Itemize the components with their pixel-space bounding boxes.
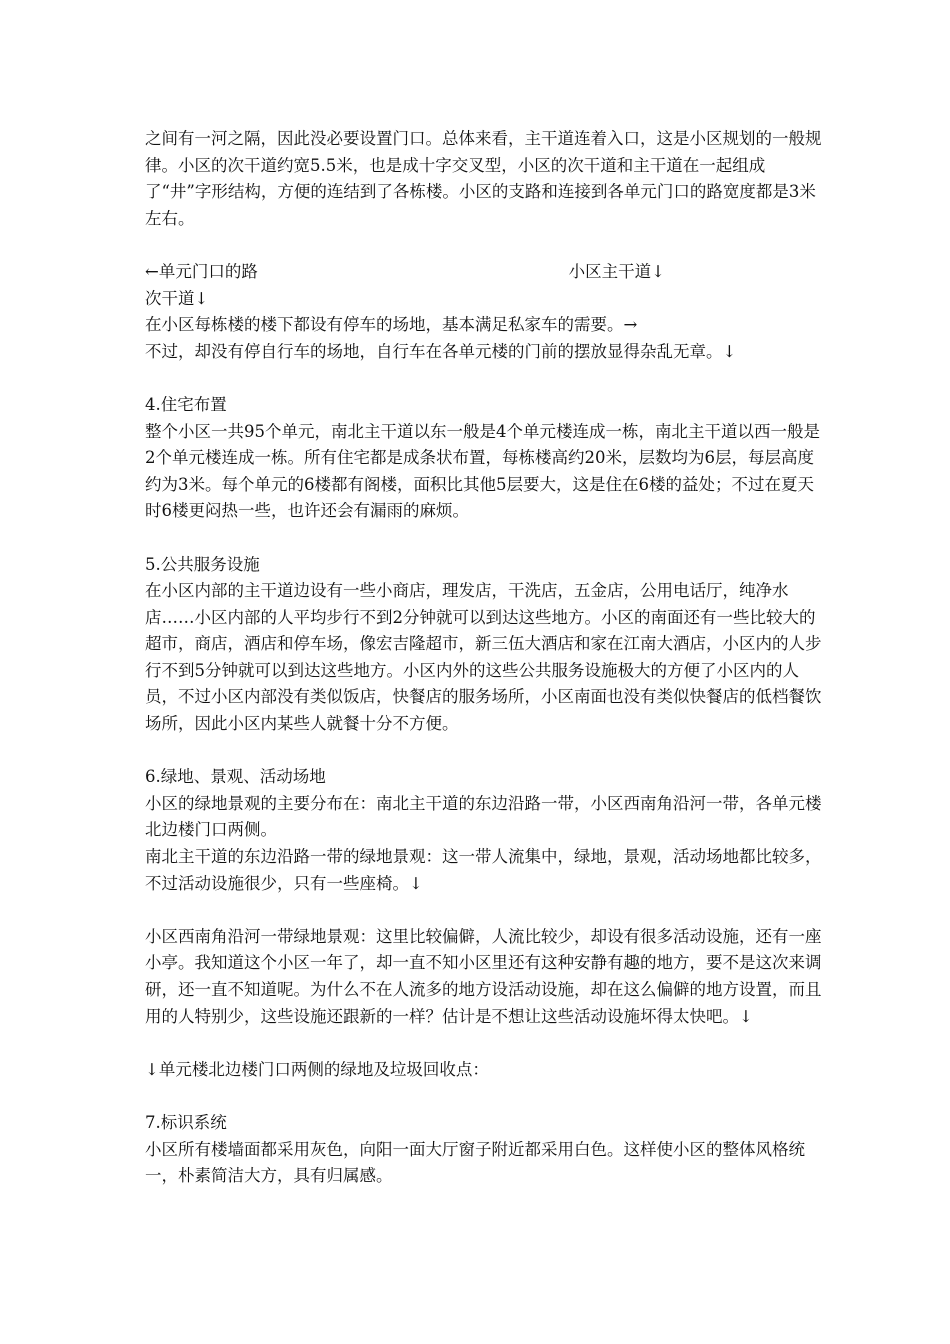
paragraph-green-east: 南北主干道的东边沿路一带的绿地景观：这一带人流集中，绿地，景观，活动场地都比较多，不过活动设施很少，只有一些座椅。↓ — [145, 847, 822, 893]
caption-green-north: ↓单元楼北边楼门口两侧的绿地及垃圾回收点： — [145, 1059, 489, 1079]
paragraph-signage: 小区所有楼墙面都采用灰色，向阳一面大厅窗子附近都采用白色。这样使小区的整体风格统一，朴素简洁大方，具有归属感。 — [145, 1139, 805, 1186]
caption-secondary-road: 次干道↓ — [145, 288, 209, 308]
paragraph-gap — [145, 897, 825, 924]
paragraph-gap — [145, 365, 825, 392]
paragraph-car-parking: 在小区每栋楼的楼下都设有停车的场地，基本满足私家车的需要。→ — [145, 315, 638, 335]
paragraph-gap — [145, 1030, 825, 1057]
caption-unit-road: ←单元门口的路 — [145, 261, 258, 281]
paragraph-public-services: 在小区内部的主干道边设有一些小商店，理发店，干洗店，五金店，公用电话厅，纯净水店……小区内部的人平均步行不到2分钟就可以到达这些地方。小区的南面还有一些比较大的超市，商店，酒店和停车场，像宏吉隆超市，新三伍大酒店和家在江南大酒店，小区内的人步行不到5分钟就可以到达这些地方。小区内外的这些公共服务设施极大的方便了小区内的人员，不过小区内部没有类似饭店，快餐店的服务场所，小区南面也没有类似快餐店的低档餐饮场所，因此小区内某些人就餐十分不方便。 — [145, 581, 822, 734]
paragraph-road-layout: 之间有一河之隔，因此没必要设置门口。总体来看，主干道连着入口，这是小区规划的一般规律。小区的次干道约宽5.5米，也是成十字交叉型，小区的次干道和主干道在一起组成了“井”字形结构，方便的连结到了各栋楼。小区的支路和连接到各单元门口的路宽度都是3米左右。 — [145, 129, 822, 228]
paragraph-housing: 整个小区一共95个单元，南北主干道以东一般是4个单元楼连成一栋，南北主干道以西一般是2个单元楼连成一栋。所有住宅都是成条状布置，每栋楼高约20米，层数均为6层，每层高度约为3米。每个单元的6楼都有阁楼，面积比其他5层要大，这是住在6楼的益处；不过在夏天时6楼更闷热一些，也许还会有漏雨的麻烦。 — [145, 421, 820, 521]
section-title-signage: 7.标识系统 — [145, 1112, 227, 1132]
paragraph-green-southwest: 小区西南角沿河一带绿地景观：这里比较偏僻，人流比较少，却设有很多活动设施，还有一座小亭。我知道这个小区一年了，却一直不知小区里还有这种安静有趣的地方，要不是这次来调研，还一直不知道呢。为什么不在人流多的地方设活动设施，却在这么偏僻的地方设置，而且用的人特别少，这些设施还跟新的一样？估计是不想让这些活动设施坏得太快吧。↓ — [145, 926, 822, 1026]
section-title-green-space: 6.绿地、景观、活动场地 — [145, 767, 326, 787]
section-title-public-services: 5.公共服务设施 — [145, 554, 260, 574]
paragraph-bike-parking: 不过，却没有停自行车的场地，自行车在各单元楼的门前的摆放显得杂乱无章。↓ — [145, 341, 737, 361]
paragraph-green-distribution: 小区的绿地景观的主要分布在：南北主干道的东边沿路一带，小区西南角沿河一带，各单元楼北边楼门口两侧。 — [145, 793, 822, 840]
paragraph-gap — [145, 232, 825, 259]
paragraph-gap — [145, 1083, 825, 1110]
paragraph-gap — [145, 738, 825, 765]
document-body — [145, 126, 825, 1190]
section-title-housing: 4.住宅布置 — [145, 394, 227, 414]
photo-caption-row — [145, 259, 665, 286]
caption-main-road: 小区主干道↓ — [568, 261, 665, 281]
paragraph-gap — [145, 525, 825, 552]
